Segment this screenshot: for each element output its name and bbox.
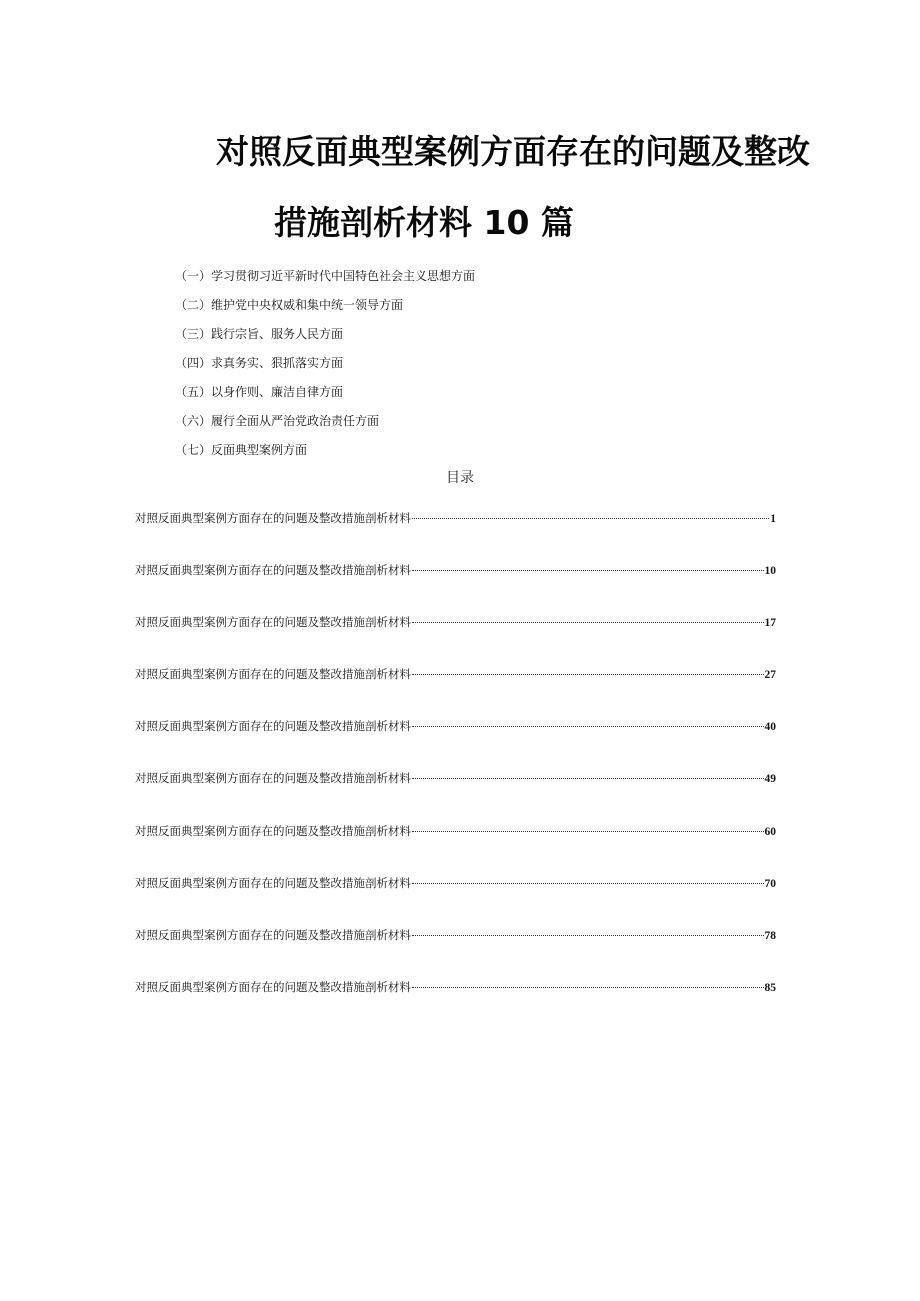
toc-entry-text: 对照反面典型案例方面存在的问题及整改措施剖析材料 bbox=[135, 771, 411, 786]
toc-entry-text: 对照反面典型案例方面存在的问题及整改措施剖析材料 bbox=[135, 823, 411, 838]
toc-entry-text: 对照反面典型案例方面存在的问题及整改措施剖析材料 bbox=[135, 563, 411, 578]
toc-entry-text: 对照反面典型案例方面存在的问题及整改措施剖析材料 bbox=[135, 719, 411, 734]
toc-dot-leader bbox=[412, 831, 764, 832]
toc-dot-leader bbox=[412, 622, 764, 623]
toc-entry[interactable] bbox=[135, 613, 776, 665]
toc-entry[interactable] bbox=[135, 874, 776, 926]
toc-heading: 目录 bbox=[446, 470, 474, 486]
toc-entry-text: 对照反面典型案例方面存在的问题及整改措施剖析材料 bbox=[135, 667, 411, 682]
document-title-line-2: 措施剖析材料 10 篇 bbox=[274, 203, 574, 242]
section-item: （五）以身作则、廉洁自律方面 bbox=[175, 385, 344, 399]
toc-list bbox=[135, 509, 776, 1030]
toc-entry[interactable] bbox=[135, 665, 776, 717]
toc-dot-leader bbox=[412, 518, 769, 519]
toc-page-number: 10 bbox=[764, 565, 776, 578]
section-list bbox=[175, 266, 475, 469]
section-item: （六）履行全面从严治党政治责任方面 bbox=[175, 414, 380, 428]
toc-page-number: 70 bbox=[764, 877, 776, 890]
toc-page-number: 17 bbox=[764, 617, 776, 630]
toc-page-number: 78 bbox=[764, 929, 776, 942]
toc-entry-text: 对照反面典型案例方面存在的问题及整改措施剖析材料 bbox=[135, 979, 411, 994]
toc-page-number: 85 bbox=[764, 981, 776, 994]
section-item: （七）反面典型案例方面 bbox=[175, 443, 308, 457]
toc-dot-leader bbox=[412, 883, 764, 884]
section-item: （一）学习贯彻习近平新时代中国特色社会主义思想方面 bbox=[175, 269, 476, 283]
toc-dot-leader bbox=[412, 935, 764, 936]
toc-entry[interactable] bbox=[135, 926, 776, 978]
toc-entry-text: 对照反面典型案例方面存在的问题及整改措施剖析材料 bbox=[135, 511, 411, 525]
toc-entry[interactable] bbox=[135, 769, 776, 821]
toc-entry[interactable] bbox=[135, 717, 776, 769]
toc-page-number: 60 bbox=[764, 825, 776, 838]
toc-page-number: 27 bbox=[764, 669, 776, 682]
toc-dot-leader bbox=[412, 778, 764, 779]
section-item: （二）维护党中央权威和集中统一领导方面 bbox=[175, 298, 404, 312]
toc-dot-leader bbox=[412, 726, 764, 727]
toc-entry[interactable] bbox=[135, 509, 776, 561]
toc-entry-text: 对照反面典型案例方面存在的问题及整改措施剖析材料 bbox=[135, 927, 411, 942]
toc-page-number: 49 bbox=[764, 773, 776, 786]
toc-dot-leader bbox=[412, 674, 764, 675]
toc-entry-text: 对照反面典型案例方面存在的问题及整改措施剖析材料 bbox=[135, 875, 411, 890]
toc-entry-text: 对照反面典型案例方面存在的问题及整改措施剖析材料 bbox=[135, 615, 411, 630]
document-title-line-1: 对照反面典型案例方面存在的问题及整改 bbox=[216, 132, 810, 171]
toc-page-number: 1 bbox=[770, 513, 776, 525]
toc-page-number: 40 bbox=[764, 721, 776, 734]
toc-entry[interactable] bbox=[135, 978, 776, 1030]
toc-dot-leader bbox=[412, 987, 764, 988]
section-item: （三）践行宗旨、服务人民方面 bbox=[175, 327, 344, 341]
toc-entry[interactable] bbox=[135, 561, 776, 613]
toc-dot-leader bbox=[412, 570, 764, 571]
toc-entry[interactable] bbox=[135, 822, 776, 874]
section-item: （四）求真务实、狠抓落实方面 bbox=[175, 356, 344, 370]
